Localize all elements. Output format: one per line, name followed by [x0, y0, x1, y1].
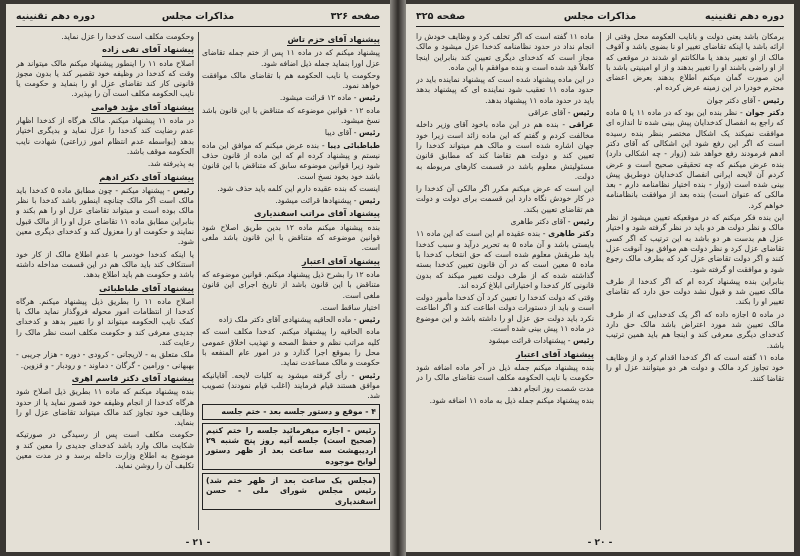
paragraph: برمکان باشد یعنی دولت و بانایب العکومه محل وقتی از ارائه باشد یا اینکه تقاضای تغییر او نا بضوی باشد و آقوف مالک از او تغییر بدهد یا مالکانتم او شدند در موقعی که از او راضی باشند او را تغییر بدهند و از او امینیتی باشد با این صورت گمان میکنم اطلاع بدهند بعرض اعضای محترم خودرا در این زمینه عرض کرده ام. [606, 32, 784, 93]
speech-text: آقای دکتر جوان [706, 95, 756, 105]
section-heading: پیشنهاد آقای مؤید قوامی [91, 102, 194, 114]
speech-text: پیشنهادات قرائت میشود [488, 336, 566, 346]
speaker-paragraph [416, 108, 594, 118]
left-page-number: صفحه ۳۲۶ [330, 11, 380, 22]
speaker-paragraph [16, 186, 194, 248]
speech-text: رأی گرفته میشود به کلیات لایحه. آقایانیکه موافق هستند قیام فرمایند (اغلب قیام نمودند) تصویب شد. [202, 370, 380, 401]
paragraph: وحکومت مکلف است کدخدا را عزل نماید. [61, 32, 194, 41]
speech-text: بنده عرض میکنم که موافق این ماده نیستم و پیشنهاد کرده ام که این ماده از قانون حذف شود زیرا قوانین موضوعه سابق که متناقض با این قانون باشد خود بخود نسخ است. [202, 140, 380, 181]
paragraph: این است که عرض میکنم مکرر اگر مالکی آن کدخدا را در کار خودش نگاه دارد این قسمت برای دولت و دولت هم تقاضای تعیین بکند. [416, 184, 594, 214]
paragraph: بنده پیشنهاد میکنم ماده ۱۲ بدین طریق اصلاح شود قوانین موضوعه که متناقض با این قانون باشد ملغی است. [202, 222, 380, 253]
paragraph: پیشنهاد میکنم که در ماده ۱۱ پس از ختم جمله تقاضای عزل اورا بنماید جمله ذیل اضافه شود. [202, 48, 380, 68]
speaker-separator: - [565, 217, 573, 227]
speaker-name: رئیس [762, 95, 784, 105]
right-page-left-column [416, 32, 594, 530]
speaker-separator: - [737, 108, 746, 118]
speaker-separator: - [351, 196, 359, 206]
boxed-note: ۴ - موقع و دستور جلسه بعد - ختم جلسه [202, 404, 380, 420]
speaker-paragraph [202, 141, 380, 182]
speaker-separator: - [318, 140, 328, 150]
speaker-separator: - [540, 229, 549, 239]
left-page-session-title: دوره دهم تقنینیه [16, 11, 96, 22]
paragraph: بنده پیشنهاد میکنم جمله ذیل به ماده ۱۱ اضافه شود. [429, 395, 594, 405]
paragraph: این بنده فکر میکنم که در موقعیکه تعیین میشود از نظر مالک و نظر دولت هر دو باید در نظر گرفته شود و اختیار عزل هم بدست هر دو باشد به این ترتیب که اگر کسی تقاضای عزل کرد و نظر دولت هم موافق بود آنوقت عزل کنند و اگر دولت تقاضای عزل کرد که بطرف مالک رجوع شود و موافقت او گرفته شود. [606, 213, 784, 274]
right-page-center-title: مذاکرات مجلس [563, 11, 637, 22]
paragraph: ماده ۱۱ گفته است که اگر تخلف کرد و وظایف خودش را انجام نداد در حدود نظامنامه کدخدا عزل میشود و مالک مجاز است که کدخدای دیگری تعیین کند بنابراین اینجا کاملاً قید شده است و بنده موافقم با این ماده. [416, 32, 594, 72]
speaker-paragraph [416, 217, 594, 227]
paragraph: ماده ۱۱ گفته است که اگر کدخدا اقدام کرد و از وظایف خود تجاوز کرد مالک و دولت هر دو میتوانند عزل او را تقاضا کنند. [606, 352, 784, 383]
speech-text: ماده ۱۲ قرائت میشود. [279, 93, 352, 103]
section-heading: پیشنهاد آقای تقی زاده [102, 44, 194, 56]
speaker-name: رئیس [172, 185, 194, 195]
section-heading: پیشنهاد آقای دکتر ادهم [99, 172, 194, 184]
speaker-separator: - [346, 370, 359, 380]
paragraph: در این ماده پیشنهاد شده است که پیشنهاد نماینده باید در حدود ماده ۱۱ تعقیب شود نماینده ای که پیشنهاد بدهد باید در حدود ماده ۱۱ پیشنهاد بدهد. [416, 75, 594, 105]
speaker-separator: - [565, 108, 573, 118]
paragraph: ماده ۱۲ - قوانین موضوعه که متناقض با این قانون باشد نسخ میشود. [202, 105, 380, 126]
speaker-paragraph [202, 371, 380, 402]
paragraph: حکومت مکلف است پس از رسیدگی در صورتیکه شکایت مالک وارد باشد کدخدای جدیدی را معین کند و موضوع به اطلاع وزارت داخله برسد و در مدت معین تکلیف آن را روشن نماید. [16, 430, 194, 471]
right-page-number: صفحه ۳۲۵ [416, 11, 466, 22]
speaker-name: رئیس [572, 108, 594, 118]
section-heading: پیشنهاد آقای دکتر قاسم اهری [72, 373, 194, 385]
speech-text: پیشنهاد میکنم - چون مطابق ماده ۵ کدخدا باید مالک است اگر مالک چنانچه اینطور باشد کدخدا با نظر مالک بوده است و میتواند تقاضای عزل او را هم بکند و بنابراین مطابق ماده ۱۱ تقاضای عزل او را از مالک قبول نمایند و حکومت او را معزول کند و کدخدای دیگری معین شود. [16, 185, 194, 247]
section-heading: پیشنهاد آقای اعتبار [516, 349, 594, 361]
speaker-name: رئیس [358, 93, 380, 103]
speaker-separator: - [351, 128, 359, 138]
speaker-paragraph [606, 96, 784, 106]
book-gutter [390, 0, 406, 556]
column-divider [600, 32, 601, 530]
speaker-separator: - [164, 185, 173, 195]
speaker-name: دکتر جوان [745, 108, 784, 118]
speaker-paragraph [202, 128, 380, 138]
speaker-name: دکتر طاهری [548, 229, 594, 239]
speech-text: ماده الحاقیه پیشنهادی آقای دکتر ملک زاده [218, 315, 352, 325]
speaker-paragraph [416, 336, 594, 346]
left-page-header [16, 10, 380, 27]
right-page-footer: - ۲۰ - [587, 538, 613, 548]
speech-text: بنده هم در این ماده باخود آقای وزیر داخله مخالفت کردم و گفتم که این ماده زائد است زیرا خود جهان اشاره شده است و مالک هم میتواند کدخدا را تعیین کند و دولت هم تقاضا کند که مطابق قانون مسئولیتش معلوم باشد در قسمت کارهای مربوطه به دولت. [416, 120, 594, 181]
right-page-header [416, 10, 784, 27]
speaker-name: رئیس [358, 196, 380, 206]
speech-text: بنده عقیده ام این است که این ماده ۱۱ بایستی باشد و آن ماده ۵ به تحریر درآید و سبب کدخدا باید طریقش معلوم شده است که حق انتخاب کدخدا با ماده ۵ معین است که در آن قانون تعیین کدخدا بسته گذاشته شده که از طرف دولت تغییر میکند که بدون قانونی کار کدخدا و اختیاراتی ابلاغ کرده اند. [416, 229, 594, 290]
paragraph: بنابراین بنده پیشنهاد کرده ام که اگر کدخدا از طرف مالک تعیین شد و قبول نشد دولت حق دارد که تقاضای تغییر او را بکند. [606, 276, 784, 307]
boxed-note: (مجلس یک ساعت بعد از ظهر ختم شد) رئیس مجلس شورای ملی - حسن اسفندیاری [202, 473, 380, 510]
speaker-paragraph [416, 120, 594, 182]
speaker-name: رئیس [572, 217, 594, 227]
speaker-name: رئیس [572, 336, 594, 346]
paragraph: اینست که بنده عقیده دارم این کلمه باید حذف شود. [217, 183, 380, 193]
paragraph: در ماده ۱۱ پیشنهاد میکنم. مالک هرگاه از کدخدا اظهار عدم رضایت کند کدخدا را عزل نماید و بدیگری اختیار بدهد (بواسطه عدم انتظام امور زراعتی) شهادت نایب الحکومه موقف باشد. [16, 116, 194, 156]
paragraph: ملک متعلق به - لاریجانی - کرودی - دوره - هزار جریبی - بهبهانی - ورامین - گرگان - دماوند - و رودبار - و قزوین. [16, 350, 194, 370]
speech-text: آقای عراقی [528, 108, 566, 118]
speaker-name: عراقی [568, 120, 594, 130]
section-heading: پیشنهاد آقای حزم تاش [287, 34, 380, 46]
speaker-paragraph [416, 229, 594, 291]
speech-text: پیشنهادها قرائت میشود. [275, 196, 352, 206]
speaker-separator: - [565, 336, 573, 346]
speaker-name: طباطبائی دیبا [327, 140, 380, 150]
speech-text: آقای دیبا [324, 128, 352, 138]
paragraph: وحکومت یا نایب الحکومه هم با تقاضای مالک موافقت خواهد نمود. [202, 70, 380, 91]
boxed-note: رئیس - اجازه میفرمائید جلسه را ختم کنیم (صحیح است) جلسه آتیه روز پنج شنبه ۲۹ اردیبهشت سه ساعت بعد از ظهر دستور لوایح موجوده [202, 423, 380, 470]
paragraph: به پذیرفته شد. [147, 159, 194, 169]
paragraph: اصلاح ماده ۱۱ را اینطور پیشنهاد میکنم مالک میتواند هر وقت که کدخدا در وظیفه خود تقصیر کند یا بدون مجوز قانونی کار کند تقاضای عزل او را بنماید و حکومت یا نایب الحکومه مکلف است آن را بپذیرد. [16, 58, 194, 99]
paragraph: بنده پیشنهاد میکنم جمله ذیل در آخر ماده اضافه شود حکومت با نایب الحکومه مکلف است تقاضای مالک را در مدت شصت روز انجام دهد. [416, 362, 594, 393]
speaker-paragraph [202, 93, 380, 103]
paragraph: ماده ۱۲ را بشرح ذیل پیشنهاد میکنم. قوانین موضوعه که متناقض با این قانون باشد از تاریخ اجرای این قانون ملغی است. [202, 269, 380, 300]
left-page-footer: - ۲۱ - [185, 538, 211, 548]
section-heading: پیشنهاد آقای اعتبار [302, 256, 380, 268]
speaker-name: رئیس [358, 128, 380, 138]
section-heading: پیشنهاد آقای طباطبائی [99, 283, 194, 295]
speaker-separator: - [558, 120, 569, 130]
speaker-separator: - [755, 95, 763, 105]
speaker-name: رئیس [358, 370, 380, 380]
paragraph: اصلاح ماده ۱۱ را بطریق ذیل پیشنهاد میکنم. هرگاه کدخدا از انتظامات امور محوله فروگذار نماید مالک با کمک نایب الحکومه میتواند او را تغییر بدهد و کدخدای جدیدی معرفی کند و حکومت مکلف است نظر مالک را رعایت کند. [16, 296, 194, 348]
paragraph: یا اینکه کدخدا خودسر با عدم اطلاع مالک از کار خود استنکاف کند باید مالک هم در این قسمت مداخله داشته باشد و حکومت هم باید اطلاع بدهد. [16, 249, 194, 280]
right-page [406, 4, 794, 552]
paragraph: در ماده ۵ اجازه داده که اگر یک کدخدایی که از طرف مالک تعیین شد مورد اعتراض باشد مالک حق دارد کدخدای دیگری معرفی کند و اینجا هم باید همین ترتیب باشد. [606, 309, 784, 350]
right-page-right-column [606, 32, 784, 530]
right-page-session-title: دوره دهم تقنینیه [704, 11, 784, 22]
paragraph: بنده پیشنهاد میکنم که ماده ۱۱ بطریق ذیل اصلاح شود هرگاه کدخدا از انجام وظیفه خود قصور نماید یا از حدود وظایف خود تجاوز کند مالک میتواند تقاضای عزل او را بنماید. [16, 387, 194, 428]
left-page [6, 4, 390, 552]
paragraph: ماده الحاقیه را پیشنهاد میکنم. کدخدا مکلف است که کلیه مراتب نظم و حفظ الصحه و تهذیب اخلاق عمومی محل را بموقع اجرا گذارد و در امور عام المنفعه با حکومت و مالک مساعدت نماید. [202, 327, 380, 368]
paragraph: اختیار ساقط است. [319, 302, 380, 312]
left-page-center-title: مذاکرات مجلس [161, 11, 235, 22]
speaker-name: رئیس [358, 315, 380, 325]
left-page-right-column [202, 32, 380, 530]
speech-text: نظر بنده این بود که در ماده ۱۱ یا ۵ ماده که راجع به انفصال کدخدایان پیش بینی شده تا اندازه ای موافقت نمیکند یک اشکال مختصر بنظر بنده رسیده است که اگر این رفع شود این اشکالی که آقای دکتر ادهم فرمودند رفع خواهد شد (زوار - چه اشکالی دارد) بنده عرض میکنم که چه تحقیقی صحیح است و عرض کردم آن لایحه ایرانی انفصال کدخدایان دوطریق پیش بینی شده است (زوار - بنده اختیار نظامنامه دارم - بعد مالکی که عنوان است) بنده بعد از موافقت بانظامنامه خواهم کرد. [606, 108, 784, 210]
speaker-paragraph [606, 108, 784, 211]
speaker-paragraph [202, 196, 380, 206]
left-page-left-column [16, 32, 194, 530]
speaker-paragraph [202, 315, 380, 325]
paragraph: وقتی که دولت کدخدا را تعیین کرد آن کدخدا مأمور دولت است و باید از دستورات دولت اطاعت کند و اگر اطاعت نکرد باید دولت حق عزل او را داشته باشد و این موضوع در ماده ۱۱ پیش بینی شده است. [416, 293, 594, 334]
column-divider [198, 32, 199, 530]
speaker-separator: - [351, 315, 359, 325]
section-heading: پیشنهاد آقای مراتب اسفندیاری [254, 208, 380, 220]
speech-text: آقای دکتر طاهری [510, 217, 566, 227]
speaker-separator: - [351, 93, 359, 103]
